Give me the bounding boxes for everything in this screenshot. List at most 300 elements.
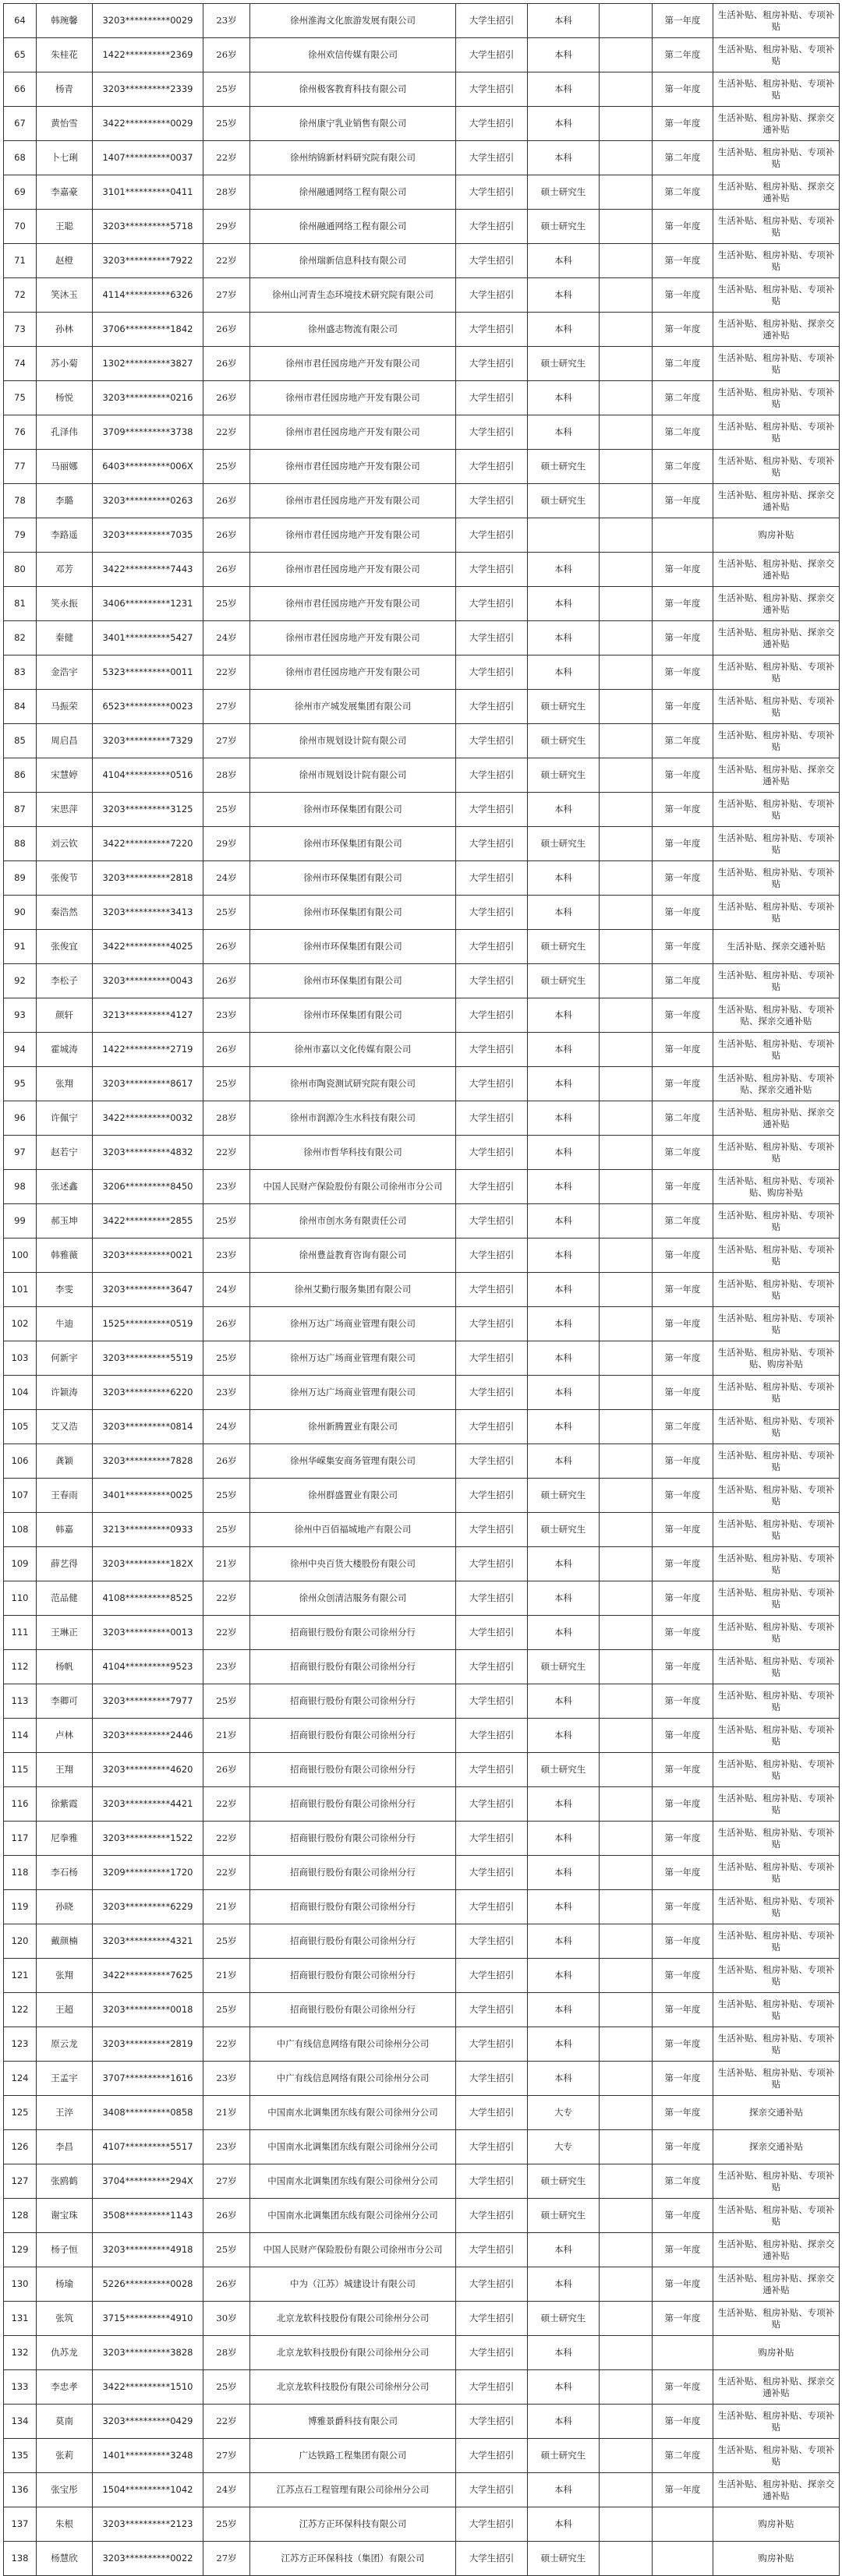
table-row: [4, 1067, 840, 1101]
remark-cell: [600, 1650, 653, 1684]
remark-cell: [600, 2542, 653, 2576]
education-cell: 硕士研究生: [528, 2302, 600, 2336]
subsidy-year-cell: 第二年度: [653, 381, 713, 415]
education-cell: 本科: [528, 1924, 600, 1959]
education-cell: 硕士研究生: [528, 930, 600, 964]
age-cell: 22岁: [203, 244, 250, 278]
subsidy-year-cell: 第一年度: [653, 1822, 713, 1856]
row-number-cell: 82: [4, 621, 37, 655]
age-cell: 23岁: [203, 1376, 250, 1410]
remark-cell: [600, 2199, 653, 2233]
age-cell: 22岁: [203, 141, 250, 175]
subsidy-year-cell: 第一年度: [653, 861, 713, 896]
person-name-cell: 马丽娜: [37, 450, 93, 484]
row-number-cell: 80: [4, 553, 37, 587]
talent-type-cell: 大学生招引: [456, 2507, 528, 2542]
row-number-cell: 81: [4, 587, 37, 621]
education-cell: 本科: [528, 1787, 600, 1822]
subsidy-items-cell: 生活补贴、租房补贴、专项补贴: [713, 1993, 840, 2027]
subsidy-items-cell: 生活补贴、租房补贴、专项补贴: [713, 896, 840, 930]
person-name-cell: 杨帆: [37, 1650, 93, 1684]
talent-type-cell: 大学生招引: [456, 1170, 528, 1204]
table-row: [4, 587, 840, 621]
id-number-cell: 3203**********3828: [93, 2336, 203, 2370]
company-name-cell: 徐州市君任园房地产开发有限公司: [250, 415, 456, 450]
person-name-cell: 许佩宁: [37, 1101, 93, 1136]
company-name-cell: 徐州淮海文化旅游发展有限公司: [250, 4, 456, 38]
education-cell: 本科: [528, 1856, 600, 1890]
age-cell: 23岁: [203, 1239, 250, 1273]
remark-cell: [600, 1033, 653, 1067]
subsidy-items-cell: 生活补贴、租房补贴、专项补贴: [713, 655, 840, 690]
subsidy-items-cell: 购房补贴: [713, 2542, 840, 2576]
remark-cell: [600, 450, 653, 484]
company-name-cell: 招商银行股份有限公司徐州分行: [250, 1856, 456, 1890]
company-name-cell: 江苏方正环保科技有限公司: [250, 2507, 456, 2542]
company-name-cell: 徐州瑞新信息科技有限公司: [250, 244, 456, 278]
person-name-cell: 谢宝珠: [37, 2199, 93, 2233]
talent-type-cell: 大学生招引: [456, 1959, 528, 1993]
id-number-cell: 3203**********2123: [93, 2507, 203, 2542]
row-number-cell: 85: [4, 724, 37, 758]
subsidy-year-cell: 第一年度: [653, 896, 713, 930]
education-cell: 本科: [528, 2267, 600, 2302]
age-cell: 28岁: [203, 1101, 250, 1136]
age-cell: 24岁: [203, 1410, 250, 1444]
age-cell: 23岁: [203, 4, 250, 38]
subsidy-items-cell: 生活补贴、租房补贴、专项补贴: [713, 347, 840, 381]
subsidy-items-cell: 生活补贴、租房补贴、专项补贴: [713, 1033, 840, 1067]
person-name-cell: 秦浩然: [37, 896, 93, 930]
talent-type-cell: 大学生招引: [456, 1581, 528, 1616]
row-number-cell: 87: [4, 793, 37, 827]
company-name-cell: 徐州市君任园房地产开发有限公司: [250, 621, 456, 655]
talent-type-cell: 大学生招引: [456, 210, 528, 244]
row-number-cell: 98: [4, 1170, 37, 1204]
talent-type-cell: 大学生招引: [456, 2164, 528, 2199]
table-row: [4, 1239, 840, 1273]
person-name-cell: 张筑: [37, 2302, 93, 2336]
education-cell: 本科: [528, 1170, 600, 1204]
subsidy-items-cell: 生活补贴、租房补贴、专项补贴: [713, 415, 840, 450]
company-name-cell: 广达铁路工程集团有限公司: [250, 2439, 456, 2473]
remark-cell: [600, 1273, 653, 1307]
subsidy-items-cell: 生活补贴、租房补贴、探亲交通补贴: [713, 484, 840, 518]
education-cell: 本科: [528, 896, 600, 930]
age-cell: 25岁: [203, 450, 250, 484]
person-name-cell: 王超: [37, 1993, 93, 2027]
row-number-cell: 83: [4, 655, 37, 690]
subsidy-year-cell: 第一年度: [653, 1547, 713, 1581]
age-cell: 25岁: [203, 107, 250, 141]
remark-cell: [600, 175, 653, 210]
row-number-cell: 77: [4, 450, 37, 484]
talent-type-cell: 大学生招引: [456, 690, 528, 724]
company-name-cell: 招商银行股份有限公司徐州分行: [250, 1822, 456, 1856]
education-cell: 本科: [528, 1410, 600, 1444]
subsidy-items-cell: 生活补贴、租房补贴、专项补贴: [713, 141, 840, 175]
company-name-cell: 招商银行股份有限公司徐州分行: [250, 1616, 456, 1650]
age-cell: 26岁: [203, 1753, 250, 1787]
subsidy-items-cell: 生活补贴、租房补贴、专项补贴: [713, 278, 840, 313]
company-name-cell: 北京龙软科技股份有限公司徐州分公司: [250, 2336, 456, 2370]
id-number-cell: 3704**********294X: [93, 2164, 203, 2199]
table-row: [4, 998, 840, 1033]
company-name-cell: 徐州豊益教育咨询有限公司: [250, 1239, 456, 1273]
table-row: [4, 2130, 840, 2164]
subsidy-year-cell: 第二年度: [653, 347, 713, 381]
age-cell: 21岁: [203, 1547, 250, 1581]
talent-type-cell: 大学生招引: [456, 827, 528, 861]
person-name-cell: 杨青: [37, 72, 93, 107]
id-number-cell: 3203**********0018: [93, 1993, 203, 2027]
company-name-cell: 徐州万达广场商业管理有限公司: [250, 1341, 456, 1376]
person-name-cell: 王孟宇: [37, 2062, 93, 2096]
company-name-cell: 招商银行股份有限公司徐州分行: [250, 1684, 456, 1719]
age-cell: 21岁: [203, 2096, 250, 2130]
company-name-cell: 中广有线信息网络有限公司徐州分公司: [250, 2027, 456, 2062]
education-cell: 硕士研究生: [528, 964, 600, 998]
talent-type-cell: 大学生招引: [456, 621, 528, 655]
talent-type-cell: 大学生招引: [456, 964, 528, 998]
id-number-cell: 5226**********0028: [93, 2267, 203, 2302]
remark-cell: [600, 415, 653, 450]
person-name-cell: 李雯: [37, 1273, 93, 1307]
talent-type-cell: 大学生招引: [456, 2370, 528, 2405]
remark-cell: [600, 2062, 653, 2096]
table-row: [4, 347, 840, 381]
subsidy-items-cell: 生活补贴、租房补贴、专项补贴: [713, 1890, 840, 1924]
id-number-cell: 3422**********0029: [93, 107, 203, 141]
talent-type-cell: 大学生招引: [456, 793, 528, 827]
person-name-cell: 尼拳雅: [37, 1822, 93, 1856]
remark-cell: [600, 347, 653, 381]
table-row: [4, 1650, 840, 1684]
talent-type-cell: 大学生招引: [456, 2336, 528, 2370]
id-number-cell: 3203**********6220: [93, 1376, 203, 1410]
company-name-cell: 徐州欢信传媒有限公司: [250, 38, 456, 72]
table-row: [4, 2062, 840, 2096]
row-number-cell: 132: [4, 2336, 37, 2370]
talent-type-cell: 大学生招引: [456, 1787, 528, 1822]
education-cell: 硕士研究生: [528, 484, 600, 518]
subsidy-year-cell: 第二年度: [653, 415, 713, 450]
table-row: [4, 2542, 840, 2576]
talent-type-cell: 大学生招引: [456, 1239, 528, 1273]
table-row: [4, 930, 840, 964]
subsidy-items-cell: 生活补贴、租房补贴、专项补贴: [713, 210, 840, 244]
subsidy-year-cell: 第二年度: [653, 1204, 713, 1239]
subsidy-year-cell: 第一年度: [653, 278, 713, 313]
company-name-cell: 徐州华嵘集安商务管理有限公司: [250, 1444, 456, 1479]
subsidy-year-cell: 第二年度: [653, 1410, 713, 1444]
subsidy-items-cell: 生活补贴、租房补贴、探亲交通补贴: [713, 2267, 840, 2302]
id-number-cell: 1407**********0037: [93, 141, 203, 175]
person-name-cell: 张俊节: [37, 861, 93, 896]
subsidy-year-cell: 第一年度: [653, 244, 713, 278]
education-cell: 本科: [528, 1136, 600, 1170]
id-number-cell: 3203**********2818: [93, 861, 203, 896]
subsidy-year-cell: 第一年度: [653, 1444, 713, 1479]
subsidy-items-cell: 生活补贴、租房补贴、专项补贴: [713, 1684, 840, 1719]
row-number-cell: 100: [4, 1239, 37, 1273]
remark-cell: [600, 930, 653, 964]
id-number-cell: 3203**********1522: [93, 1822, 203, 1856]
row-number-cell: 73: [4, 313, 37, 347]
id-number-cell: 3508**********1143: [93, 2199, 203, 2233]
age-cell: 23岁: [203, 1170, 250, 1204]
person-name-cell: 张俊宜: [37, 930, 93, 964]
age-cell: 26岁: [203, 2199, 250, 2233]
row-number-cell: 94: [4, 1033, 37, 1067]
subsidy-year-cell: 第二年度: [653, 175, 713, 210]
table-row: [4, 2302, 840, 2336]
age-cell: 26岁: [203, 518, 250, 553]
company-name-cell: 北京龙软科技股份有限公司徐州分公司: [250, 2370, 456, 2405]
id-number-cell: 3422**********7220: [93, 827, 203, 861]
subsidy-items-cell: 生活补贴、租房补贴、专项补贴: [713, 1719, 840, 1753]
person-name-cell: 笑永振: [37, 587, 93, 621]
education-cell: 本科: [528, 415, 600, 450]
company-name-cell: 招商银行股份有限公司徐州分行: [250, 1753, 456, 1787]
table-row: [4, 2439, 840, 2473]
table-row: [4, 793, 840, 827]
row-number-cell: 124: [4, 2062, 37, 2096]
row-number-cell: 114: [4, 1719, 37, 1753]
remark-cell: [600, 381, 653, 415]
company-name-cell: 徐州市哲华科技有限公司: [250, 1136, 456, 1170]
id-number-cell: 3203**********0029: [93, 4, 203, 38]
table-row: [4, 1341, 840, 1376]
table-row: [4, 2164, 840, 2199]
table-row: [4, 1376, 840, 1410]
person-name-cell: 龚颖: [37, 1444, 93, 1479]
person-name-cell: 张述鑫: [37, 1170, 93, 1204]
education-cell: 本科: [528, 587, 600, 621]
subsidy-year-cell: 第一年度: [653, 2027, 713, 2062]
education-cell: 本科: [528, 1993, 600, 2027]
talent-type-cell: 大学生招引: [456, 1822, 528, 1856]
age-cell: 22岁: [203, 2027, 250, 2062]
talent-type-cell: 大学生招引: [456, 2542, 528, 2576]
person-name-cell: 金浩宇: [37, 655, 93, 690]
person-name-cell: 许颖涛: [37, 1376, 93, 1410]
age-cell: 26岁: [203, 484, 250, 518]
company-name-cell: 徐州市环保集团有限公司: [250, 998, 456, 1033]
id-number-cell: 4107**********5517: [93, 2130, 203, 2164]
company-name-cell: 徐州市环保集团有限公司: [250, 964, 456, 998]
talent-type-cell: 大学生招引: [456, 1101, 528, 1136]
company-name-cell: 徐州市君任园房地产开发有限公司: [250, 587, 456, 621]
subsidy-items-cell: 生活补贴、租房补贴、专项补贴: [713, 1136, 840, 1170]
company-name-cell: 中国南水北调集团东线有限公司徐州分公司: [250, 2096, 456, 2130]
company-name-cell: 中国人民财产保险股份有限公司徐州市分公司: [250, 2233, 456, 2267]
table-row: [4, 244, 840, 278]
company-name-cell: 徐州市陶瓷测试研究院有限公司: [250, 1067, 456, 1101]
table-row: [4, 1890, 840, 1924]
education-cell: 本科: [528, 1581, 600, 1616]
subsidy-items-cell: 生活补贴、租房补贴、专项补贴: [713, 1924, 840, 1959]
row-number-cell: 90: [4, 896, 37, 930]
id-number-cell: 3709**********3738: [93, 415, 203, 450]
row-number-cell: 108: [4, 1513, 37, 1547]
row-number-cell: 64: [4, 4, 37, 38]
subsidy-year-cell: 第一年度: [653, 1273, 713, 1307]
person-name-cell: 卢林: [37, 1719, 93, 1753]
subsidy-items-cell: 生活补贴、租房补贴、探亲交通补贴: [713, 553, 840, 587]
id-number-cell: 3203**********3647: [93, 1273, 203, 1307]
talent-type-cell: 大学生招引: [456, 1033, 528, 1067]
education-cell: 本科: [528, 1239, 600, 1273]
subsidy-year-cell: 第二年度: [653, 2439, 713, 2473]
table-row: [4, 72, 840, 107]
education-cell: 本科: [528, 1959, 600, 1993]
table-row: [4, 1993, 840, 2027]
education-cell: 硕士研究生: [528, 450, 600, 484]
subsidy-items-cell: 生活补贴、租房补贴、探亲交通补贴: [713, 758, 840, 793]
education-cell: 本科: [528, 1376, 600, 1410]
remark-cell: [600, 2405, 653, 2439]
age-cell: 27岁: [203, 2542, 250, 2576]
company-name-cell: 中国南水北调集团东线有限公司徐州分公司: [250, 2199, 456, 2233]
remark-cell: [600, 4, 653, 38]
company-name-cell: 徐州万达广场商业管理有限公司: [250, 1376, 456, 1410]
age-cell: 22岁: [203, 415, 250, 450]
id-number-cell: 3203**********4918: [93, 2233, 203, 2267]
subsidy-year-cell: 第二年度: [653, 450, 713, 484]
subsidy-items-cell: 生活补贴、租房补贴、专项补贴: [713, 1479, 840, 1513]
id-number-cell: 3203**********2446: [93, 1719, 203, 1753]
subsidy-year-cell: 第二年度: [653, 141, 713, 175]
id-number-cell: 3203**********0022: [93, 2542, 203, 2576]
table-row: [4, 2233, 840, 2267]
remark-cell: [600, 2164, 653, 2199]
row-number-cell: 126: [4, 2130, 37, 2164]
table-row: [4, 1753, 840, 1787]
age-cell: 21岁: [203, 1890, 250, 1924]
table-row: [4, 4, 840, 38]
remark-cell: [600, 793, 653, 827]
remark-cell: [600, 861, 653, 896]
subsidy-year-cell: 第一年度: [653, 758, 713, 793]
table-row: [4, 1170, 840, 1204]
row-number-cell: 105: [4, 1410, 37, 1444]
talent-type-cell: 大学生招引: [456, 107, 528, 141]
talent-type-cell: 大学生招引: [456, 38, 528, 72]
age-cell: 26岁: [203, 964, 250, 998]
subsidy-items-cell: 生活补贴、租房补贴、专项补贴: [713, 1547, 840, 1581]
education-cell: 硕士研究生: [528, 175, 600, 210]
age-cell: 22岁: [203, 655, 250, 690]
person-name-cell: 原云龙: [37, 2027, 93, 2062]
row-number-cell: 102: [4, 1307, 37, 1341]
person-name-cell: 颜轩: [37, 998, 93, 1033]
subsidy-items-cell: 生活补贴、租房补贴、探亲交通补贴: [713, 2370, 840, 2405]
talent-type-cell: 大学生招引: [456, 1890, 528, 1924]
subsidy-year-cell: 第一年度: [653, 1341, 713, 1376]
table-row: [4, 381, 840, 415]
row-number-cell: 84: [4, 690, 37, 724]
subsidy-year-cell: 第一年度: [653, 1376, 713, 1410]
subsidy-items-cell: 生活补贴、租房补贴、专项补贴、探亲交通补贴: [713, 998, 840, 1033]
remark-cell: [600, 896, 653, 930]
remark-cell: [600, 587, 653, 621]
subsidy-year-cell: 第一年度: [653, 2302, 713, 2336]
id-number-cell: 3422**********1510: [93, 2370, 203, 2405]
education-cell: 本科: [528, 2473, 600, 2507]
table-row: [4, 1856, 840, 1890]
subsidy-items-cell: 生活补贴、租房补贴、专项补贴: [713, 690, 840, 724]
id-number-cell: 3203**********0429: [93, 2405, 203, 2439]
age-cell: 25岁: [203, 1513, 250, 1547]
talent-type-cell: 大学生招引: [456, 1307, 528, 1341]
id-number-cell: 4104**********9523: [93, 1650, 203, 1684]
company-name-cell: 徐州群盛置业有限公司: [250, 1479, 456, 1513]
education-cell: 本科: [528, 278, 600, 313]
talent-type-cell: 大学生招引: [456, 1924, 528, 1959]
education-cell: 本科: [528, 72, 600, 107]
row-number-cell: 116: [4, 1787, 37, 1822]
talent-type-cell: 大学生招引: [456, 2439, 528, 2473]
company-name-cell: 徐州市环保集团有限公司: [250, 793, 456, 827]
company-name-cell: 北京龙软科技股份有限公司徐州分公司: [250, 2302, 456, 2336]
person-name-cell: 宋思萍: [37, 793, 93, 827]
remark-cell: [600, 244, 653, 278]
talent-type-cell: 大学生招引: [456, 587, 528, 621]
subsidy-year-cell: 第一年度: [653, 793, 713, 827]
education-cell: 本科: [528, 141, 600, 175]
row-number-cell: 112: [4, 1650, 37, 1684]
subsidy-year-cell: 第一年度: [653, 2473, 713, 2507]
subsidy-year-cell: 第一年度: [653, 998, 713, 1033]
subsidy-items-cell: 生活补贴、租房补贴、专项补贴: [713, 72, 840, 107]
education-cell: 本科: [528, 381, 600, 415]
age-cell: 30岁: [203, 2302, 250, 2336]
remark-cell: [600, 1684, 653, 1719]
person-name-cell: 莫南: [37, 2405, 93, 2439]
age-cell: 25岁: [203, 2507, 250, 2542]
id-number-cell: 3408**********0858: [93, 2096, 203, 2130]
id-number-cell: 6523**********0023: [93, 690, 203, 724]
id-number-cell: 3715**********4910: [93, 2302, 203, 2336]
row-number-cell: 121: [4, 1959, 37, 1993]
row-number-cell: 93: [4, 998, 37, 1033]
id-number-cell: 3401**********5427: [93, 621, 203, 655]
education-cell: 本科: [528, 1341, 600, 1376]
row-number-cell: 117: [4, 1822, 37, 1856]
talent-type-cell: 大学生招引: [456, 2199, 528, 2233]
person-name-cell: 周启昌: [37, 724, 93, 758]
row-number-cell: 125: [4, 2096, 37, 2130]
talent-type-cell: 大学生招引: [456, 415, 528, 450]
subsidy-items-cell: 生活补贴、租房补贴、专项补贴: [713, 1650, 840, 1684]
talent-type-cell: 大学生招引: [456, 1547, 528, 1581]
subsidy-items-cell: 购房补贴: [713, 518, 840, 553]
remark-cell: [600, 655, 653, 690]
row-number-cell: 67: [4, 107, 37, 141]
talent-type-cell: 大学生招引: [456, 758, 528, 793]
table-row: [4, 2267, 840, 2302]
education-cell: 本科: [528, 244, 600, 278]
table-row: [4, 141, 840, 175]
subsidy-year-cell: 第二年度: [653, 1101, 713, 1136]
subsidy-year-cell: 第一年度: [653, 1479, 713, 1513]
person-name-cell: 杨子恒: [37, 2233, 93, 2267]
talent-type-cell: 大学生招引: [456, 518, 528, 553]
subsidy-year-cell: 第一年度: [653, 1170, 713, 1204]
education-cell: 本科: [528, 1067, 600, 1101]
table-row: [4, 1616, 840, 1650]
